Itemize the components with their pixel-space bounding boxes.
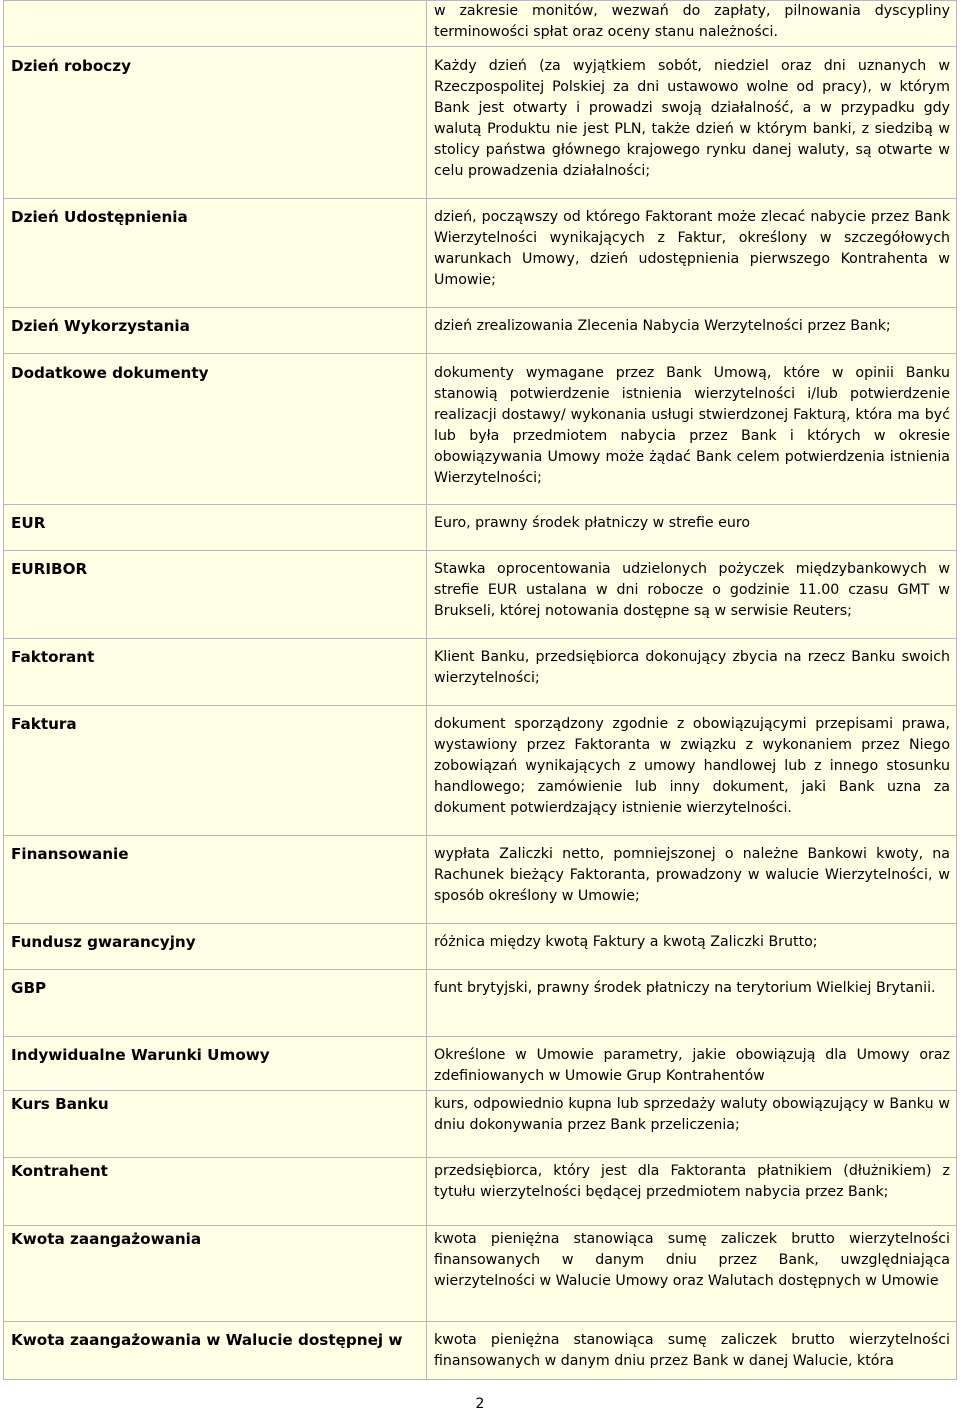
term-cell [4, 1226, 427, 1322]
definition-cell [427, 1322, 957, 1380]
definition-row [4, 308, 957, 354]
definition-row [4, 1226, 957, 1322]
term-label: Faktura [11, 715, 77, 733]
definition-cell [427, 1, 957, 47]
definition-text: wypłata Zaliczki netto, pomniejszonej o należne Bankowi kwoty, na Rachunek bieżący Faktoranta, prowadzony w walucie Wierzytelności, w sposób określony w Umowie; [434, 846, 950, 904]
term-label: Kwota zaangażowania [11, 1230, 202, 1248]
term-label: Kurs Banku [11, 1095, 109, 1113]
term-label: Indywidualne Warunki Umowy [11, 1046, 270, 1064]
term-cell [4, 1037, 427, 1091]
definition-cell [427, 1158, 957, 1226]
term-label: Kontrahent [11, 1162, 108, 1180]
definition-cell [427, 706, 957, 836]
term-label: Finansowanie [11, 845, 129, 863]
definition-text: przedsiębiorca, który jest dla Faktoranta płatnikiem (dłużnikiem) z tytułu wierzytelności będącej przedmiotem nabycia przez Bank; [434, 1163, 950, 1200]
definition-cell [427, 924, 957, 970]
definition-cell [427, 308, 957, 354]
definition-row [4, 354, 957, 505]
definitions-table [3, 0, 957, 1380]
definition-cell [427, 505, 957, 551]
term-label: Kwota zaangażowania w Walucie dostępnej w [11, 1331, 403, 1349]
definition-text: Stawka oprocentowania udzielonych pożyczek międzybankowych w strefie EUR ustalana w dni robocze o godzinie 11.00 czasu GMT w Brukseli, której notowania dostępne są w serwisie Reuters; [434, 561, 950, 619]
term-cell [4, 1322, 427, 1380]
term-cell [4, 551, 427, 639]
definition-text: funt brytyjski, prawny środek płatniczy na terytorium Wielkiej Brytanii. [434, 980, 936, 996]
term-label: Dzień Udostępnienia [11, 208, 188, 226]
definition-text: Euro, prawny środek płatniczy w strefie euro [434, 515, 751, 531]
term-cell [4, 1, 427, 47]
definition-row [4, 1091, 957, 1158]
term-label: EURIBOR [11, 560, 88, 578]
term-cell [4, 836, 427, 924]
term-cell [4, 199, 427, 308]
definition-cell [427, 1037, 957, 1091]
definition-row [4, 1322, 957, 1380]
definition-text: dokumenty wymagane przez Bank Umową, które w opinii Banku stanowią potwierdzenie istnienia wierzytelności i/lub potwierdzenie realizacji dostawy/ wykonania usługi stwierdzonej Fakturą, która ma być lub była przedmiotem nabycia przez Bank i których w okresie obowiązywania Umowy może żądać Bank celem potwierdzenia istnienia Wierzytelności; [434, 365, 950, 486]
term-label: Dzień Wykorzystania [11, 317, 190, 335]
definition-text: kurs, odpowiednio kupna lub sprzedaży waluty obowiązujący w Banku w dniu dokonywania przez Bank przeliczenia; [434, 1096, 950, 1133]
definition-text: Każdy dzień (za wyjątkiem sobót, niedziel oraz dni uznanych w Rzeczpospolitej Polskiej za dni ustawowo wolne od pracy), w którym Bank jest otwarty i prowadzi swoją działalność, a w przypadku gdy walutą Produktu nie jest PLN, także dzień w którym banki, z siedzibą w stolicy państwa głównego krajowego rynku danej waluty, są otwarte w celu prowadzenia działalności; [434, 58, 950, 179]
definition-cell [427, 970, 957, 1037]
definition-cell [427, 47, 957, 199]
definition-text: kwota pieniężna stanowiąca sumę zaliczek brutto wierzytelności finansowanych w danym dniu przez Bank w danej Walucie, która [434, 1332, 950, 1369]
definition-text: Klient Banku, przedsiębiorca dokonujący zbycia na rzecz Banku swoich wierzytelności; [434, 649, 950, 686]
definition-row [4, 199, 957, 308]
page-number: 2 [475, 1396, 485, 1412]
term-label: Faktorant [11, 648, 95, 666]
term-label: Dodatkowe dokumenty [11, 364, 209, 382]
definition-cell [427, 354, 957, 505]
definition-cell [427, 551, 957, 639]
definition-row [4, 639, 957, 706]
definition-row [4, 706, 957, 836]
definition-text: Określone w Umowie parametry, jakie obowiązują dla Umowy oraz zdefiniowanych w Umowie Grup Kontrahentów [434, 1047, 950, 1084]
definition-text: kwota pieniężna stanowiąca sumę zaliczek brutto wierzytelności finansowanych w danym dniu przez Bank, uwzględniająca wierzytelności w Walucie Umowy oraz Walutach dostępnych w Umowie [434, 1231, 950, 1289]
definition-cell [427, 1091, 957, 1158]
term-label: Dzień roboczy [11, 57, 132, 75]
definition-row [4, 1037, 957, 1091]
term-cell [4, 706, 427, 836]
term-cell [4, 505, 427, 551]
definition-row [4, 1, 957, 47]
term-label: GBP [11, 979, 47, 997]
term-label: Fundusz gwarancyjny [11, 933, 196, 951]
definition-text: w zakresie monitów, wezwań do zapłaty, pilnowania dyscypliny terminowości spłat oraz oceny stanu należności. [434, 3, 950, 40]
term-cell [4, 1158, 427, 1226]
definition-row [4, 1158, 957, 1226]
definition-row [4, 836, 957, 924]
definition-cell [427, 836, 957, 924]
definition-row [4, 970, 957, 1037]
term-cell [4, 354, 427, 505]
definition-row [4, 505, 957, 551]
term-cell [4, 308, 427, 354]
term-cell [4, 47, 427, 199]
definition-row [4, 924, 957, 970]
definition-cell [427, 639, 957, 706]
definition-row [4, 551, 957, 639]
term-label: EUR [11, 514, 46, 532]
definition-text: dzień zrealizowania Zlecenia Nabycia Werzytelności przez Bank; [434, 318, 891, 334]
definition-text: różnica między kwotą Faktury a kwotą Zaliczki Brutto; [434, 934, 818, 950]
term-cell [4, 924, 427, 970]
term-cell [4, 639, 427, 706]
definition-text: dokument sporządzony zgodnie z obowiązującymi przepisami prawa, wystawiony przez Faktoranta w związku z wykonaniem przez Niego zobowiązań wynikających z umowy handlowej lub z innego stosunku handlowego; zamówienie lub inny dokument, jaki Bank uzna za dokument potwierdzający istnienie wierzytelności. [434, 716, 950, 816]
term-cell [4, 1091, 427, 1158]
term-cell [4, 970, 427, 1037]
definition-text: dzień, począwszy od którego Faktorant może zlecać nabycie przez Bank Wierzytelności wynikających z Faktur, określony w szczegółowych warunkach Umowy, dzień udostępnienia pierwszego Kontrahenta w Umowie; [434, 209, 950, 288]
definition-row [4, 47, 957, 199]
definition-cell [427, 199, 957, 308]
definition-cell [427, 1226, 957, 1322]
